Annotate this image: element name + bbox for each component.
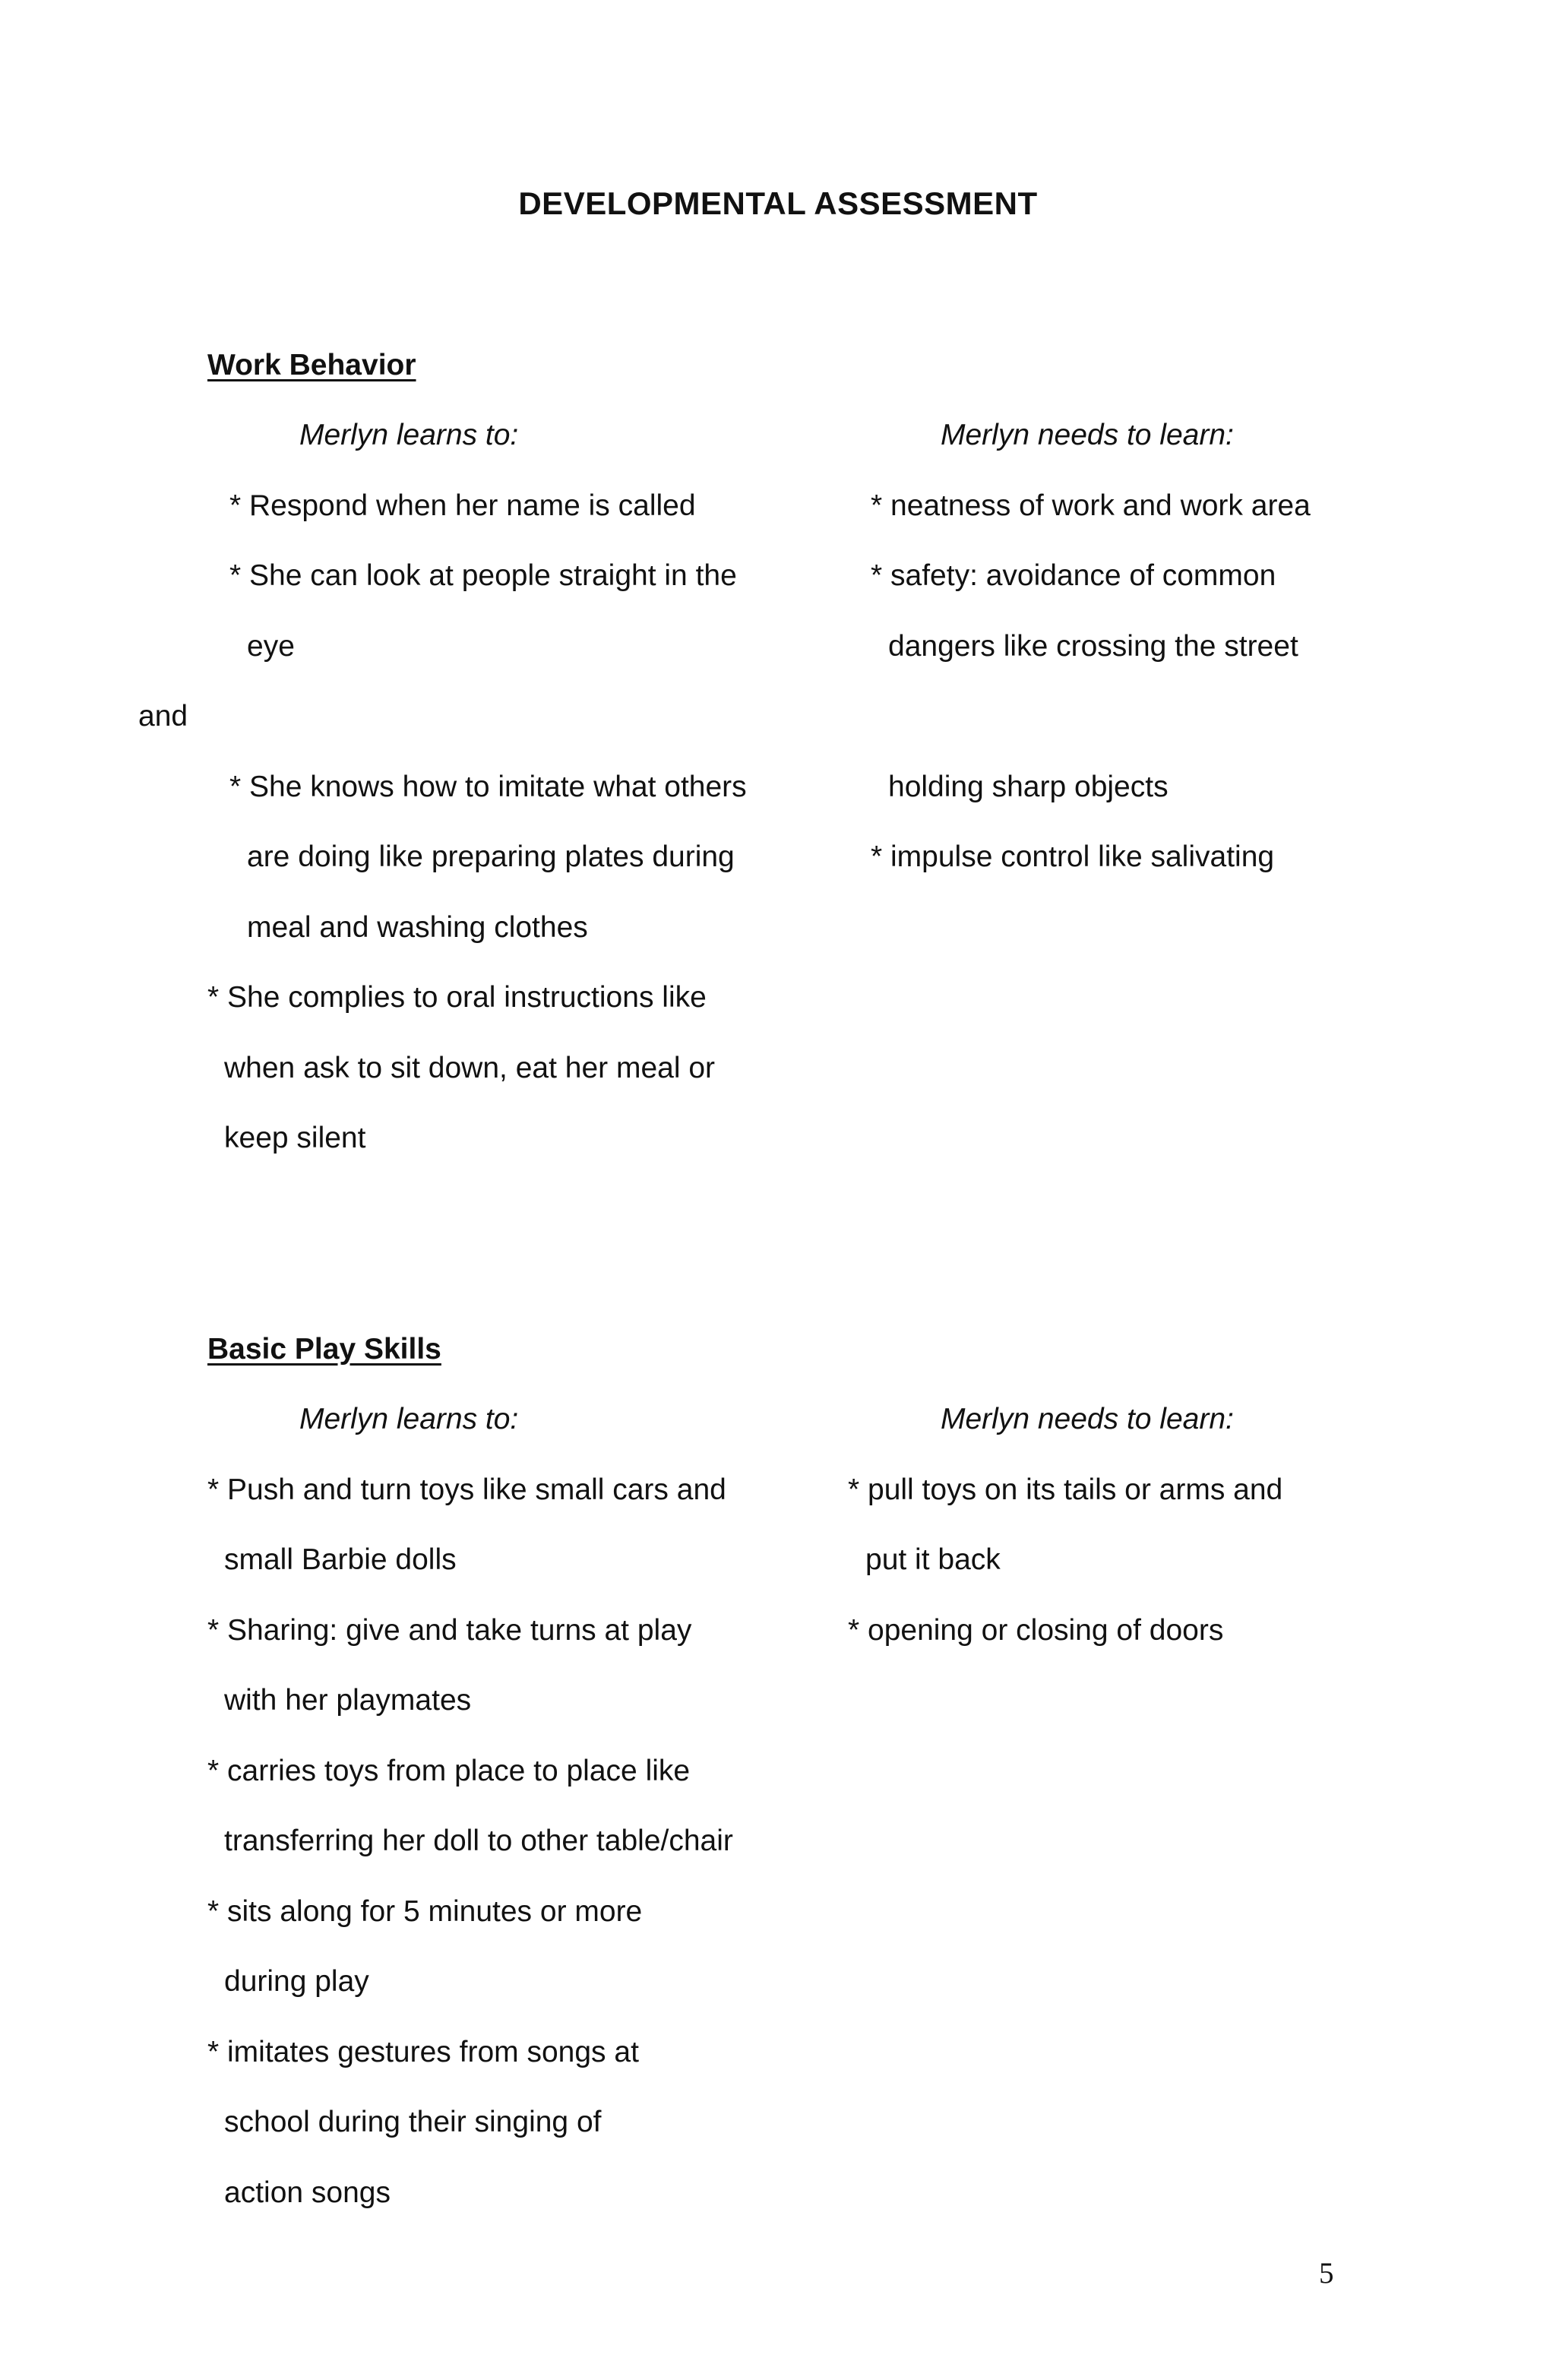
list-item: school during their singing of: [224, 2106, 602, 2138]
list-item: transferring her doll to other table/chair: [224, 1825, 733, 1857]
list-item: small Barbie dolls: [224, 1543, 457, 1576]
list-item: * She knows how to imitate what others: [229, 771, 747, 803]
section-heading-basic-play-skills: Basic Play Skills: [207, 1333, 441, 1366]
list-item: * sits along for 5 minutes or more: [207, 1895, 643, 1928]
list-item: eye: [247, 630, 295, 663]
list-item: put it back: [865, 1543, 1001, 1576]
list-item: * pull toys on its tails or arms and: [848, 1473, 1283, 1506]
list-item: meal and washing clothes: [247, 911, 588, 944]
list-item: * safety: avoidance of common: [871, 559, 1276, 592]
page-title: DEVELOPMENTAL ASSESSMENT: [518, 185, 1038, 221]
needs-header: Merlyn needs to learn:: [941, 1403, 1234, 1435]
section-heading-work-behavior: Work Behavior: [207, 349, 416, 381]
needs-header: Merlyn needs to learn:: [941, 419, 1234, 451]
stray-text: and: [138, 700, 188, 733]
learns-header: Merlyn learns to:: [299, 419, 519, 451]
list-item: holding sharp objects: [888, 771, 1169, 803]
list-item: * opening or closing of doors: [848, 1614, 1224, 1647]
list-item: * imitates gestures from songs at: [207, 2036, 639, 2068]
list-item: action songs: [224, 2176, 391, 2209]
list-item: when ask to sit down, eat her meal or: [224, 1052, 715, 1084]
list-item: * neatness of work and work area: [871, 489, 1311, 522]
list-item: * Respond when her name is called: [229, 489, 696, 522]
list-item: * impulse control like salivating: [871, 840, 1275, 873]
list-item: * Sharing: give and take turns at play: [207, 1614, 692, 1647]
list-item: with her playmates: [224, 1684, 472, 1717]
list-item: * Push and turn toys like small cars and: [207, 1473, 726, 1506]
page-number: 5: [1319, 2257, 1334, 2290]
learns-header: Merlyn learns to:: [299, 1403, 519, 1435]
list-item: * She can look at people straight in the: [229, 559, 737, 592]
list-item: are doing like preparing plates during: [247, 840, 735, 873]
list-item: keep silent: [224, 1122, 366, 1154]
list-item: dangers like crossing the street: [888, 630, 1298, 663]
list-item: * carries toys from place to place like: [207, 1755, 691, 1787]
list-item: * She complies to oral instructions like: [207, 981, 707, 1014]
list-item: during play: [224, 1965, 369, 1998]
